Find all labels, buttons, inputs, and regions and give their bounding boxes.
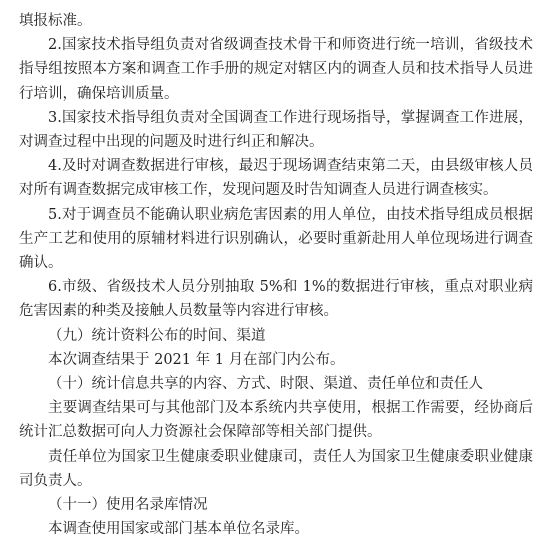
paragraph-directory: 本调查使用国家或部门基本单位名录库。 [48,521,309,538]
paragraph-responsibility: 责任单位为国家卫生健康委职业健康司，责任人为国家卫生健康委职业健康司负责人。 [19,448,533,489]
paragraph-item-4: 4.及时对调查数据进行审核，最迟于现场调查结束第二天，由县级审核人员对所有调查数据完成审核工作，发现问题及时告知调查人员进行调查核实。 [19,158,533,199]
section-heading-9: （九）统计资料公布的时间、渠道 [48,327,266,344]
paragraph-item-5: 5.对于调查员不能确认职业病危害因素的用人单位，由技术指导组成员根据生产工艺和使用的原辅材料进行识别确认，必要时重新赴用人单位现场进行调查确认。 [19,206,533,272]
paragraph-continuation: 填报标准。 [19,13,92,29]
paragraph-item-6: 6.市级、省级技术人员分别抽取 5%和 1%的数据进行审核，重点对职业病危害因素的种类及接触人员数量等内容进行审核。 [19,279,533,320]
paragraph-publish-time: 本次调查结果于 2021 年 1 月在部门内公布。 [48,351,345,368]
paragraph-item-3: 3.国家技术指导组负责对全国调查工作进行现场指导，掌握调查工作进展，对调查过程中出现的问题及时进行纠正和解决。 [19,109,533,151]
section-heading-11: （十一）使用名录库情况 [48,497,208,514]
section-heading-10: （十）统计信息共享的内容、方式、时限、渠道、责任单位和责任人 [48,376,483,393]
paragraph-sharing: 主要调查结果可与其他部门及本系统内共享使用，根据工作需要，经协商后统计汇总数据可向人力资源社会保障部等相关部门提供。 [19,400,533,441]
document-body [19,9,533,541]
paragraph-item-2: 2.国家技术指导组负责对省级调查技术骨干和师资进行统一培训，省级技术指导组按照本方案和调查工作手册的规定对辖区内的调查人员和技术指导人员进行培训，确保培训质量。 [19,37,533,102]
